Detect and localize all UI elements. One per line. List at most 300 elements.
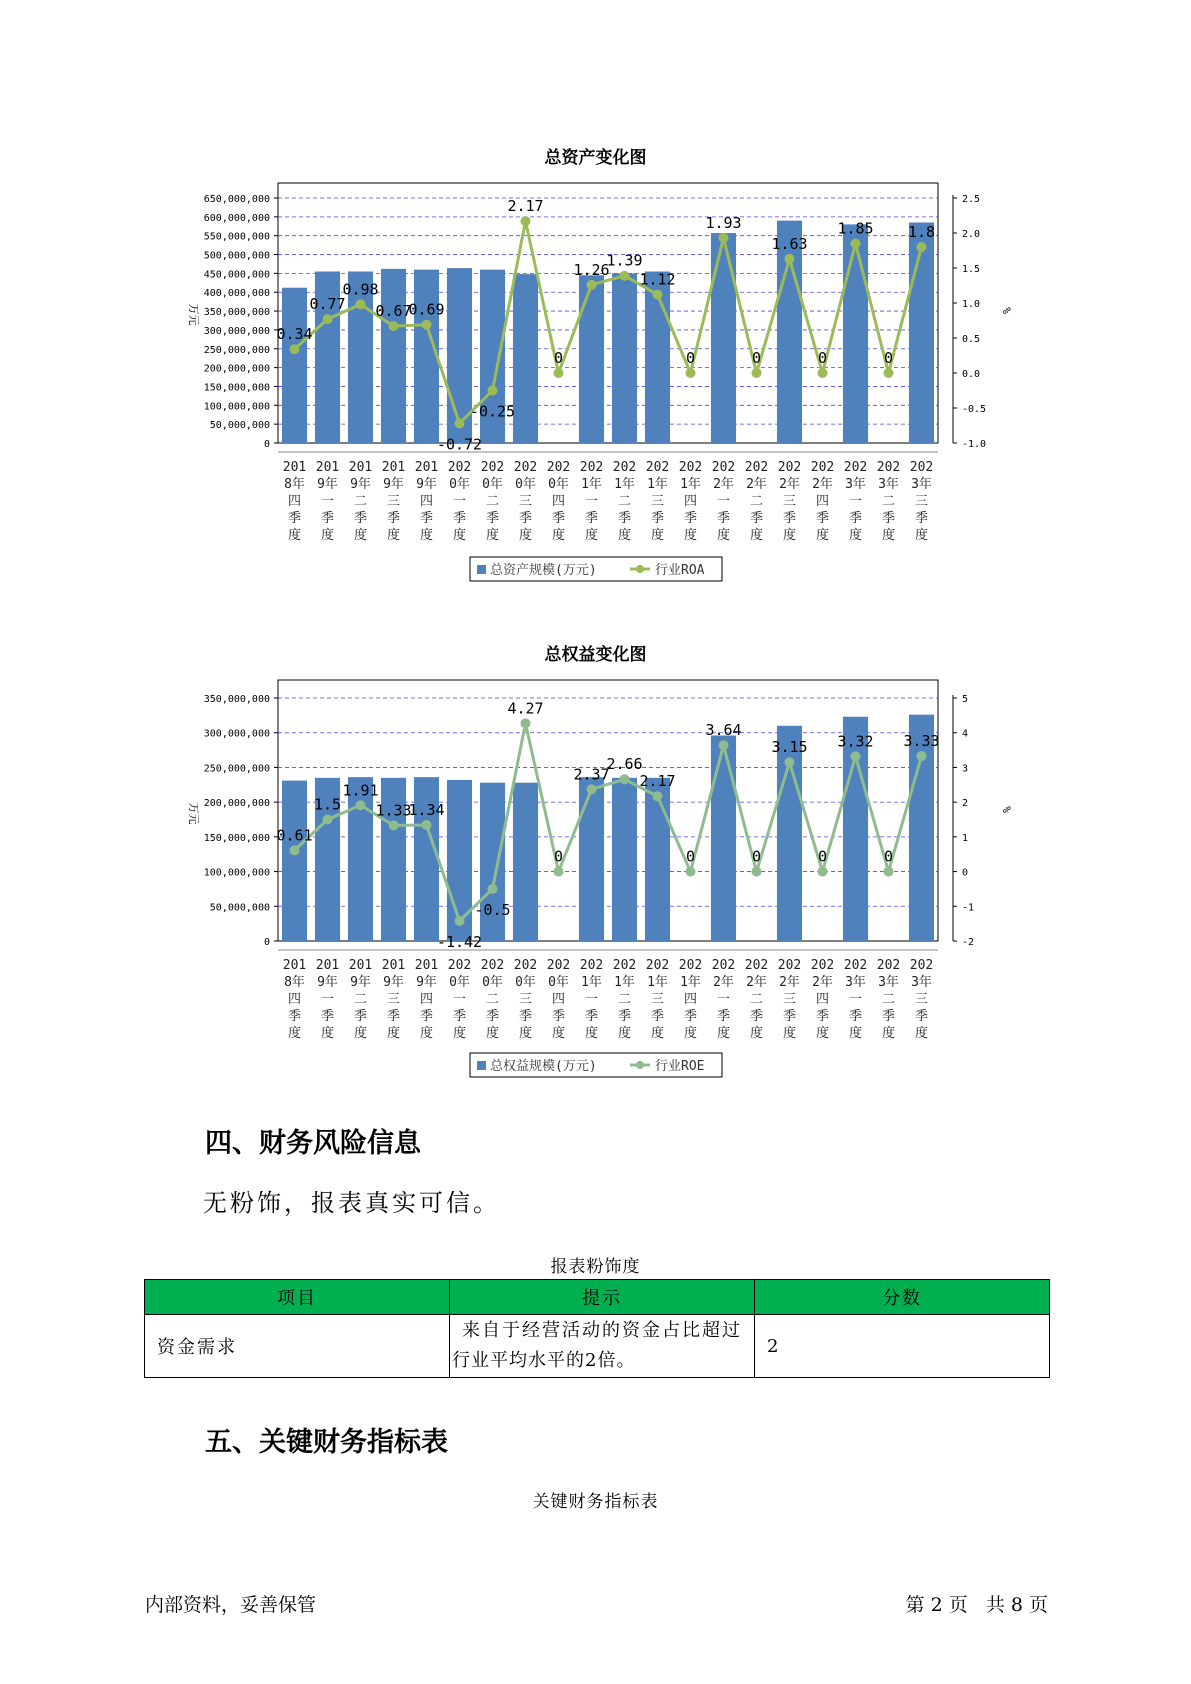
category-label: 季 (353, 511, 368, 526)
category-label: 202 (909, 958, 934, 973)
category-label: 三 (386, 494, 401, 509)
bar (513, 783, 538, 941)
bar (612, 778, 637, 941)
category-label: 0年 (548, 975, 569, 990)
category-label: 三 (914, 992, 929, 1007)
section4-text: 无粉饰，报表真实可信。 (203, 1189, 500, 1217)
category-label: 1年 (581, 975, 602, 990)
line-point (521, 216, 531, 226)
category-label: 2年 (812, 477, 833, 492)
line-point (818, 867, 828, 877)
category-label: 1年 (647, 477, 668, 492)
section5-heading: 五、关键财务指标表 (205, 1427, 448, 1458)
line-point (356, 299, 366, 309)
data-label: -1.42 (436, 932, 483, 951)
key-metrics-caption: 关键财务指标表 (532, 1492, 659, 1512)
y-right-tick-label: 5 (962, 694, 969, 705)
category-label: 3年 (878, 477, 899, 492)
line-point (554, 368, 564, 378)
category-label: 202 (678, 958, 703, 973)
data-label: 1.39 (606, 251, 643, 270)
category-label: 季 (815, 1009, 830, 1024)
category-label: 季 (749, 511, 764, 526)
category-label: 二 (485, 992, 500, 1007)
data-label: 0 (751, 349, 762, 367)
y-right-tick-label: 3 (962, 763, 969, 775)
category-label: 四 (551, 992, 566, 1007)
category-label: 202 (843, 958, 868, 973)
category-label: 202 (645, 958, 670, 973)
category-label: 度 (386, 1026, 401, 1041)
data-label: 4.27 (507, 699, 544, 718)
category-label: 季 (881, 511, 896, 526)
category-label: 2年 (746, 477, 767, 492)
bar (612, 273, 637, 443)
footer-left: 内部资料，妥善保管 (145, 1594, 317, 1616)
category-label: 季 (518, 1009, 533, 1024)
data-label: 2.37 (573, 765, 610, 784)
category-label: 一 (848, 494, 863, 509)
category-label: 一 (452, 494, 467, 509)
line-point (422, 320, 432, 330)
data-label: 1.12 (639, 270, 676, 289)
category-label: 0年 (515, 477, 536, 492)
y-left-tick-label: 650,000,000 (203, 194, 270, 205)
y-left-tick-label: 0 (263, 937, 270, 948)
data-label: 1.91 (342, 781, 379, 800)
category-label: 二 (353, 992, 368, 1007)
category-label: 202 (810, 958, 835, 973)
category-label: 三 (782, 494, 797, 509)
bar (381, 269, 406, 443)
category-label: 9年 (383, 975, 404, 990)
category-label: 201 (282, 958, 307, 973)
line-point (455, 418, 465, 428)
data-label: 1.5 (313, 795, 342, 814)
risk-header-item: 项目 (145, 1280, 450, 1315)
category-label: 三 (650, 992, 665, 1007)
y-left-tick-label: 400,000,000 (203, 288, 270, 300)
category-label: 二 (485, 494, 500, 509)
bar (282, 288, 307, 443)
risk-header-score: 分数 (755, 1280, 1050, 1315)
bar (579, 275, 604, 443)
line-point (521, 718, 531, 728)
line-point (785, 757, 795, 767)
asset-chart-title: 总资产变化图 (544, 148, 647, 168)
y-right-tick-label: 0.5 (962, 334, 981, 345)
legend-bar-label: 总资产规模(万元) (490, 563, 597, 578)
category-label: 一 (584, 992, 599, 1007)
category-label: 202 (447, 460, 472, 475)
data-label: 1.26 (573, 260, 610, 279)
category-label: 202 (447, 958, 472, 973)
line-point (488, 386, 498, 396)
category-label: 度 (320, 528, 335, 543)
category-label: 度 (914, 528, 929, 543)
data-label: 1.63 (771, 234, 808, 253)
line-point (389, 820, 399, 830)
line-point (422, 820, 432, 830)
category-label: 一 (584, 494, 599, 509)
category-label: 季 (617, 511, 632, 526)
legend-line-marker (636, 1061, 644, 1069)
category-label: 四 (683, 992, 698, 1007)
category-label: 季 (518, 511, 533, 526)
line-point (851, 751, 861, 761)
y-right-tick-label: 4 (962, 728, 969, 740)
line-point (917, 242, 927, 252)
bar (843, 224, 868, 443)
category-label: 度 (353, 1026, 368, 1041)
category-label: 四 (419, 992, 434, 1007)
category-label: 2年 (746, 975, 767, 990)
category-label: 三 (386, 992, 401, 1007)
category-label: 202 (876, 958, 901, 973)
category-label: 度 (617, 528, 632, 543)
category-label: 3年 (878, 975, 899, 990)
data-label: 3.64 (705, 721, 742, 740)
category-label: 202 (645, 460, 670, 475)
category-label: 1年 (581, 477, 602, 492)
y-right-tick-label: -1 (962, 902, 975, 914)
category-label: 四 (551, 494, 566, 509)
category-label: 度 (584, 528, 599, 543)
data-label: 0 (553, 349, 564, 367)
category-label: 度 (881, 528, 896, 543)
y-left-tick-label: 600,000,000 (203, 212, 270, 224)
category-label: 三 (650, 494, 665, 509)
category-label: 度 (650, 1026, 665, 1041)
data-label: 1.93 (705, 213, 742, 232)
category-label: 202 (678, 460, 703, 475)
category-label: 度 (320, 1026, 335, 1041)
category-label: 四 (287, 992, 302, 1007)
line-point (587, 280, 597, 290)
category-label: 3年 (845, 975, 866, 990)
y-right-tick-label: 1.5 (962, 264, 981, 275)
data-label: -0.5 (474, 900, 511, 919)
asset-chart (0, 170, 1191, 630)
risk-table (144, 1279, 1050, 1378)
category-label: 202 (777, 460, 802, 475)
bar (711, 233, 736, 443)
y-right-axis-label: % (1000, 307, 1013, 314)
risk-cell-score (755, 1315, 1050, 1378)
category-label: 季 (617, 1009, 632, 1024)
category-label: 季 (320, 511, 335, 526)
category-label: 9年 (350, 477, 371, 492)
category-label: 度 (617, 1026, 632, 1041)
y-right-tick-label: 0 (962, 867, 969, 879)
category-label: 度 (551, 528, 566, 543)
risk-item-text: 资金需求 (157, 1337, 237, 1358)
category-label: 202 (513, 958, 538, 973)
category-label: 季 (419, 1009, 434, 1024)
category-label: 度 (419, 1026, 434, 1041)
category-label: 1年 (680, 975, 701, 990)
category-label: 度 (485, 1026, 500, 1041)
y-left-tick-label: 350,000,000 (203, 307, 270, 319)
category-label: 二 (617, 992, 632, 1007)
category-label: 季 (386, 1009, 401, 1024)
category-label: 季 (914, 511, 929, 526)
category-label: 三 (518, 992, 533, 1007)
line-point (686, 867, 696, 877)
category-label: 2年 (779, 975, 800, 990)
category-label: 四 (287, 494, 302, 509)
line-point (752, 368, 762, 378)
category-label: 四 (815, 992, 830, 1007)
category-label: 季 (650, 1009, 665, 1024)
category-label: 202 (579, 460, 604, 475)
category-label: 二 (749, 494, 764, 509)
y-left-tick-label: 200,000,000 (203, 363, 270, 375)
category-label: 度 (749, 1026, 764, 1041)
category-label: 202 (513, 460, 538, 475)
category-label: 二 (881, 494, 896, 509)
y-right-tick-label: 2.5 (962, 194, 981, 205)
y-right-tick-label: -1.0 (962, 439, 987, 450)
category-label: 8年 (284, 975, 305, 990)
data-label: 3.32 (837, 732, 874, 751)
category-label: 二 (749, 992, 764, 1007)
data-label: 1.33 (375, 801, 412, 820)
category-label: 度 (419, 528, 434, 543)
category-label: 季 (782, 511, 797, 526)
y-left-tick-label: 250,000,000 (203, 344, 270, 356)
category-label: 9年 (317, 975, 338, 990)
category-label: 9年 (416, 975, 437, 990)
bar (711, 735, 736, 941)
category-label: 9年 (317, 477, 338, 492)
equity-chart (0, 665, 1191, 1105)
category-label: 202 (777, 958, 802, 973)
category-label: 四 (419, 494, 434, 509)
risk-table-caption: 报表粉饰度 (550, 1257, 641, 1277)
category-label: 2年 (812, 975, 833, 990)
y-left-tick-label: 550,000,000 (203, 231, 270, 243)
category-label: 1年 (647, 975, 668, 990)
category-label: 度 (683, 528, 698, 543)
y-right-axis-label: % (1000, 806, 1013, 813)
data-label: 0 (883, 847, 894, 866)
y-left-tick-label: 100,000,000 (203, 867, 270, 879)
section4-heading: 四、财务风险信息 (205, 1128, 421, 1159)
line-point (389, 321, 399, 331)
category-label: 季 (848, 511, 863, 526)
category-label: 一 (716, 494, 731, 509)
category-label: 度 (452, 1026, 467, 1041)
y-left-tick-label: 150,000,000 (203, 832, 270, 844)
data-label: 0 (685, 847, 696, 866)
category-label: 度 (716, 1026, 731, 1041)
y-left-tick-label: 0 (263, 439, 270, 450)
line-point (752, 867, 762, 877)
category-label: 季 (419, 511, 434, 526)
data-label: 0.67 (375, 302, 412, 321)
category-label: 202 (612, 958, 637, 973)
category-label: 202 (480, 460, 505, 475)
category-label: 三 (914, 494, 929, 509)
y-left-tick-label: 50,000,000 (209, 902, 270, 914)
line-point (884, 368, 894, 378)
data-label: 0.34 (276, 325, 313, 344)
y-left-tick-label: 200,000,000 (203, 798, 270, 810)
category-label: 1年 (614, 477, 635, 492)
category-label: 202 (711, 958, 736, 973)
y-left-tick-label: 250,000,000 (203, 763, 270, 775)
data-label: -0.72 (436, 435, 483, 454)
risk-score-text: 2 (767, 1335, 779, 1357)
category-label: 度 (386, 528, 401, 543)
category-label: 季 (386, 511, 401, 526)
risk-hint-line1: 来自于经营活动的资金占比超过 (462, 1320, 742, 1341)
y-left-tick-label: 150,000,000 (203, 382, 270, 394)
data-label: 3.33 (903, 731, 940, 750)
category-label: 季 (353, 1009, 368, 1024)
category-label: 三 (518, 494, 533, 509)
line-point (884, 867, 894, 877)
risk-hint-line2: 行业平均水平的2倍。 (452, 1350, 636, 1371)
category-label: 一 (452, 992, 467, 1007)
line-point (488, 884, 498, 894)
category-label: 度 (518, 528, 533, 543)
category-label: 一 (320, 494, 335, 509)
table-row (145, 1315, 1050, 1378)
category-label: 0年 (548, 477, 569, 492)
data-label: 2.17 (507, 197, 544, 216)
category-label: 季 (452, 511, 467, 526)
category-label: 四 (683, 494, 698, 509)
category-label: 0年 (482, 975, 503, 990)
category-label: 202 (909, 460, 934, 475)
data-label: 0 (817, 349, 828, 367)
category-label: 201 (414, 958, 439, 973)
category-label: 度 (353, 528, 368, 543)
category-label: 季 (749, 1009, 764, 1024)
line-point (851, 239, 861, 249)
y-right-tick-label: 2.0 (962, 229, 981, 240)
category-label: 度 (485, 528, 500, 543)
category-label: 201 (414, 460, 439, 475)
category-label: 202 (480, 958, 505, 973)
category-label: 度 (452, 528, 467, 543)
legend-bar-swatch (477, 1061, 486, 1070)
category-label: 202 (843, 460, 868, 475)
data-label: 0 (751, 847, 762, 866)
category-label: 201 (282, 460, 307, 475)
category-label: 季 (782, 1009, 797, 1024)
category-label: 季 (650, 511, 665, 526)
risk-table-header-row (145, 1280, 1050, 1315)
category-label: 季 (287, 511, 302, 526)
category-label: 一 (848, 992, 863, 1007)
category-label: 季 (485, 511, 500, 526)
bar (645, 778, 670, 941)
category-label: 3年 (911, 975, 932, 990)
category-label: 季 (815, 511, 830, 526)
category-label: 二 (353, 494, 368, 509)
category-label: 度 (848, 1026, 863, 1041)
line-point (719, 233, 729, 243)
data-label: 0.98 (342, 280, 379, 299)
category-label: 度 (650, 528, 665, 543)
category-label: 季 (452, 1009, 467, 1024)
category-label: 201 (348, 460, 373, 475)
category-label: 0年 (449, 975, 470, 990)
line-point (620, 774, 630, 784)
category-label: 二 (881, 992, 896, 1007)
y-left-axis-label: 万元 (187, 802, 200, 825)
bar (414, 270, 439, 443)
data-label: 2.17 (639, 772, 676, 791)
y-right-tick-label: -0.5 (962, 404, 987, 415)
category-label: 度 (287, 528, 302, 543)
category-label: 三 (782, 992, 797, 1007)
category-label: 202 (876, 460, 901, 475)
category-label: 202 (579, 958, 604, 973)
category-label: 季 (683, 1009, 698, 1024)
category-label: 度 (815, 528, 830, 543)
category-label: 季 (881, 1009, 896, 1024)
y-right-tick-label: 1 (962, 832, 969, 844)
category-label: 202 (810, 460, 835, 475)
data-label: 0.69 (408, 300, 445, 319)
y-left-tick-label: 50,000,000 (209, 420, 270, 432)
data-label: -0.25 (469, 402, 516, 421)
bar (282, 781, 307, 941)
category-label: 1年 (680, 477, 701, 492)
data-label: 0.61 (276, 826, 313, 845)
category-label: 3年 (911, 477, 932, 492)
y-left-tick-label: 450,000,000 (203, 269, 270, 281)
y-left-tick-label: 100,000,000 (203, 401, 270, 413)
category-label: 0年 (515, 975, 536, 990)
category-label: 202 (744, 958, 769, 973)
category-label: 度 (782, 1026, 797, 1041)
data-label: 0.77 (309, 295, 346, 314)
y-right-tick-label: 2 (962, 798, 969, 810)
data-label: 2.66 (606, 755, 643, 774)
line-point (719, 740, 729, 750)
category-label: 0年 (482, 477, 503, 492)
category-label: 202 (546, 460, 571, 475)
category-label: 201 (315, 958, 340, 973)
line-point (620, 271, 630, 281)
category-label: 季 (716, 511, 731, 526)
category-label: 2年 (713, 477, 734, 492)
data-label: 3.15 (771, 738, 808, 757)
category-label: 一 (320, 992, 335, 1007)
data-label: 0 (883, 349, 894, 367)
line-point (323, 815, 333, 825)
category-label: 9年 (350, 975, 371, 990)
category-label: 季 (584, 511, 599, 526)
legend-line-marker (636, 565, 644, 573)
bar (579, 777, 604, 941)
y-left-axis-label: 万元 (187, 303, 200, 326)
line-point (290, 845, 300, 855)
category-label: 2年 (713, 975, 734, 990)
risk-cell-item (145, 1315, 450, 1378)
category-label: 度 (287, 1026, 302, 1041)
y-right-tick-label: 1.0 (962, 299, 981, 310)
data-label: 0 (685, 349, 696, 367)
y-right-tick-label: 0.0 (962, 369, 981, 380)
category-label: 度 (815, 1026, 830, 1041)
category-label: 一 (716, 992, 731, 1007)
